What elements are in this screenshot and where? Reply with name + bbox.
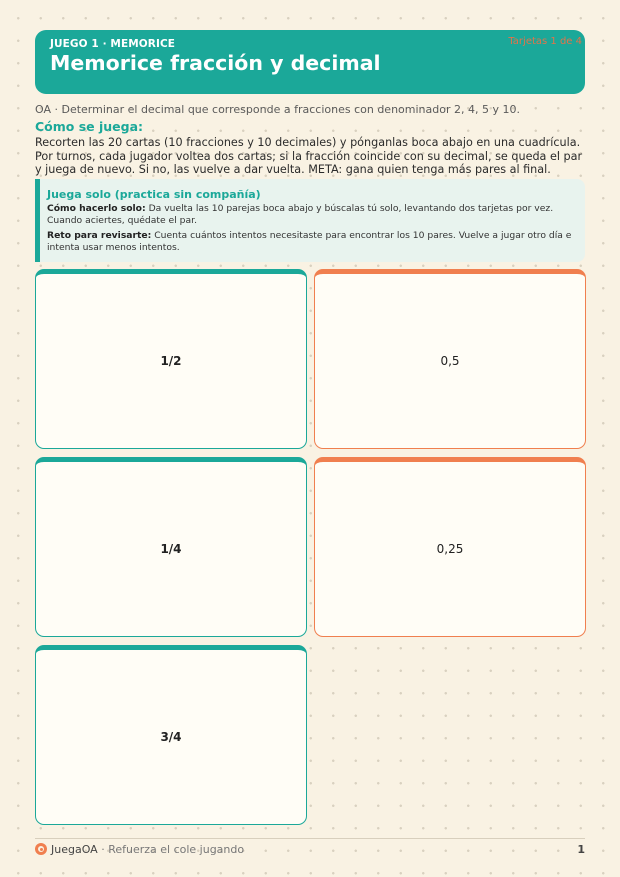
card-text: 3/4 [160, 730, 182, 744]
solo-how-label: Cómo hacerlo solo: [47, 203, 146, 214]
card-text: 1/4 [160, 542, 182, 556]
cards-page-label: Tarjetas 1 de 4 [508, 36, 582, 47]
page-title: Memorice fracción y decimal [50, 51, 381, 75]
footer-divider [35, 838, 585, 839]
card-decimal [314, 457, 586, 637]
card-text: 1/2 [160, 354, 182, 368]
brand-tagline: · Refuerza el cole jugando [97, 843, 245, 856]
how-to-play-body: Recorten las 20 cartas (10 fracciones y 10 decimales) y pónganlas boca abajo en una cuadrícula. Por turnos, cada jugador voltea dos cartas; si la fracción coincide con su decimal, se queda el par y juega de nuevo. Si no, las vuelve a dar vuelta. META: gana quien tenga más pares al final. [35, 136, 583, 177]
solo-challenge-line [47, 230, 577, 254]
solo-play-title: Juega solo (practica sin compañía) [47, 188, 261, 201]
page-number: 1 [577, 843, 585, 856]
card-fraction [35, 457, 307, 637]
solo-how-text: Da vuelta las 10 parejas boca abajo y búscalas tú solo, levantando dos tarjetas por vez. Cuando aciertes, quédate el par. [47, 203, 554, 226]
card-fraction [35, 645, 307, 825]
solo-challenge-label: Reto para revisarte: [47, 230, 152, 241]
header-banner [35, 30, 585, 94]
brand-name: JuegaOA [51, 843, 98, 856]
card-text: 0,5 [440, 354, 460, 368]
solo-play-box [35, 179, 585, 262]
target-logo-icon [35, 843, 47, 855]
card-decimal [314, 269, 586, 449]
solo-challenge-text: Cuenta cuántos intentos necesitaste para encontrar los 10 pares. Vuelve a jugar otro día e intenta usar menos intentos. [47, 230, 572, 253]
game-kicker: JUEGO 1 · MEMORICE [50, 38, 176, 50]
solo-how-line [47, 203, 577, 227]
learning-objective: OA · Determinar el decimal que corresponde a fracciones con denominador 2, 4, 5 y 10. [35, 103, 520, 116]
card-text: 0,25 [436, 542, 464, 556]
card-fraction [35, 269, 307, 449]
footer-brand [51, 843, 244, 856]
how-to-play-heading: Cómo se juega: [35, 119, 144, 134]
